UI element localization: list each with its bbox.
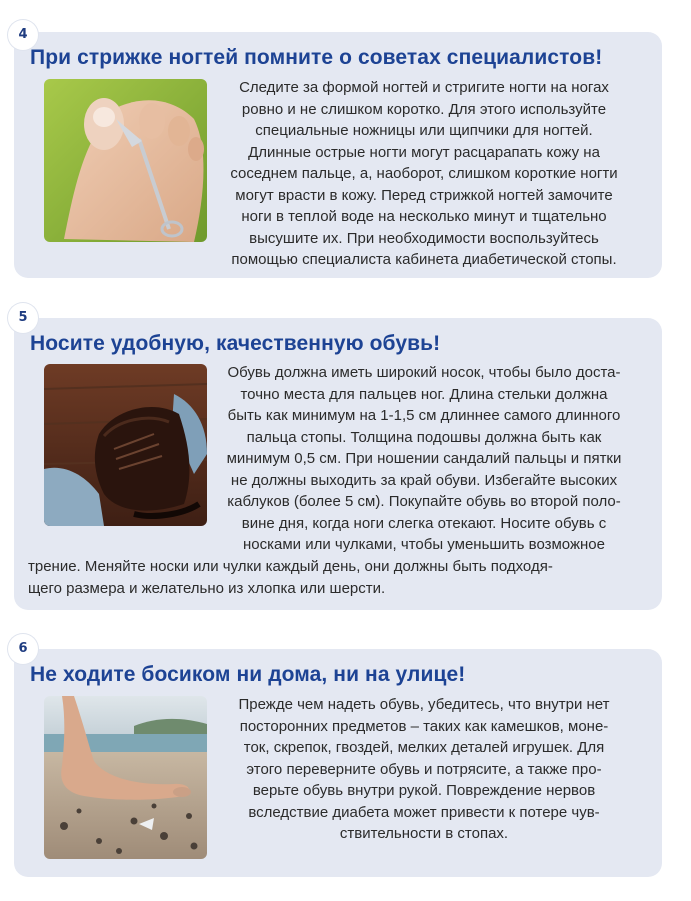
section-title: Носите удобную, качественную обувь! xyxy=(30,332,441,355)
section-card-5 xyxy=(14,318,662,610)
body-line: могут врасти в кожу. Перед стрижкой ногтей замочите xyxy=(235,186,613,204)
section-number-badge: 5 xyxy=(8,303,38,333)
body-line: быть как минимум на 1-1,5 см длиннее самого длинного xyxy=(227,407,621,424)
body-line: вине дня, когда ноги слегка отекают. Носите обувь с xyxy=(241,514,607,532)
body-line: помощью специалиста кабинета диабетической стопы. xyxy=(231,251,617,268)
barefoot-on-beach-photo xyxy=(44,696,207,859)
body-line: этого переверните обувь и потрясите, а также про- xyxy=(246,760,602,778)
body-line: щего размера и желательно из хлопка или шерсти. xyxy=(28,579,386,597)
body-line: Длинные острые ногти могут расцарапать кожу на xyxy=(248,143,600,161)
body-line: не должны выходить за край обуви. Избегайте высоких xyxy=(230,471,618,489)
section-6-body xyxy=(204,694,644,845)
body-line: минимум 0,5 см. При ношении сандалий пальцы и пятки xyxy=(226,450,622,467)
section-5-body-full xyxy=(28,556,648,599)
section-title: Не ходите босиком ни дома, ни на улице! xyxy=(30,663,466,686)
body-line: соседнем пальце, а, наоборот, слишком короткие ногти xyxy=(230,165,618,182)
body-line: ток, скрепок, гвоздей, мелких деталей игрушек. Для xyxy=(243,739,605,756)
body-line: ровно и не слишком коротко. Для этого используйте xyxy=(241,100,607,118)
body-line: посторонних предметов – таких как камешков, моне- xyxy=(239,717,609,735)
section-number-badge: 4 xyxy=(8,20,38,50)
body-line: трение. Меняйте носки или чулки каждый день, они должны быть подходя- xyxy=(28,558,553,575)
body-line: Прежде чем надеть обувь, убедитесь, что внутри нет xyxy=(238,696,610,713)
shoes-and-socks-photo xyxy=(44,364,207,526)
body-line: верьте обувь внутри рукой. Повреждение нервов xyxy=(252,782,596,799)
body-line: каблуков (более 5 см). Покупайте обувь во второй поло- xyxy=(227,493,621,510)
body-line: специальные ножницы или щипчики для ногтей. xyxy=(255,122,593,139)
section-4-body xyxy=(204,77,644,271)
toenail-clipping-photo xyxy=(44,79,207,242)
body-line: Следите за формой ногтей и стригите ногти на ногах xyxy=(239,79,609,96)
section-title: При стрижке ногтей помните о советах специалистов! xyxy=(30,46,603,69)
body-line: пальца стопы. Толщина подошвы должна быть как xyxy=(246,428,602,446)
section-5-body xyxy=(204,362,644,556)
body-line: точно места для пальцев ног. Длина стельки должна xyxy=(240,385,608,403)
body-line: вследствие диабета может привести к потере чув- xyxy=(248,803,600,821)
body-line: высушите их. При необходимости воспользуйтесь xyxy=(249,229,599,247)
body-line: ноги в теплой воде на несколько минут и тщательно xyxy=(241,208,607,225)
body-line: ствительности в стопах. xyxy=(339,825,509,842)
body-line: носками или чулками, чтобы уменьшить возможное xyxy=(243,536,605,553)
section-number-badge: 6 xyxy=(8,634,38,664)
body-line: Обувь должна иметь широкий носок, чтобы было доста- xyxy=(227,364,621,381)
